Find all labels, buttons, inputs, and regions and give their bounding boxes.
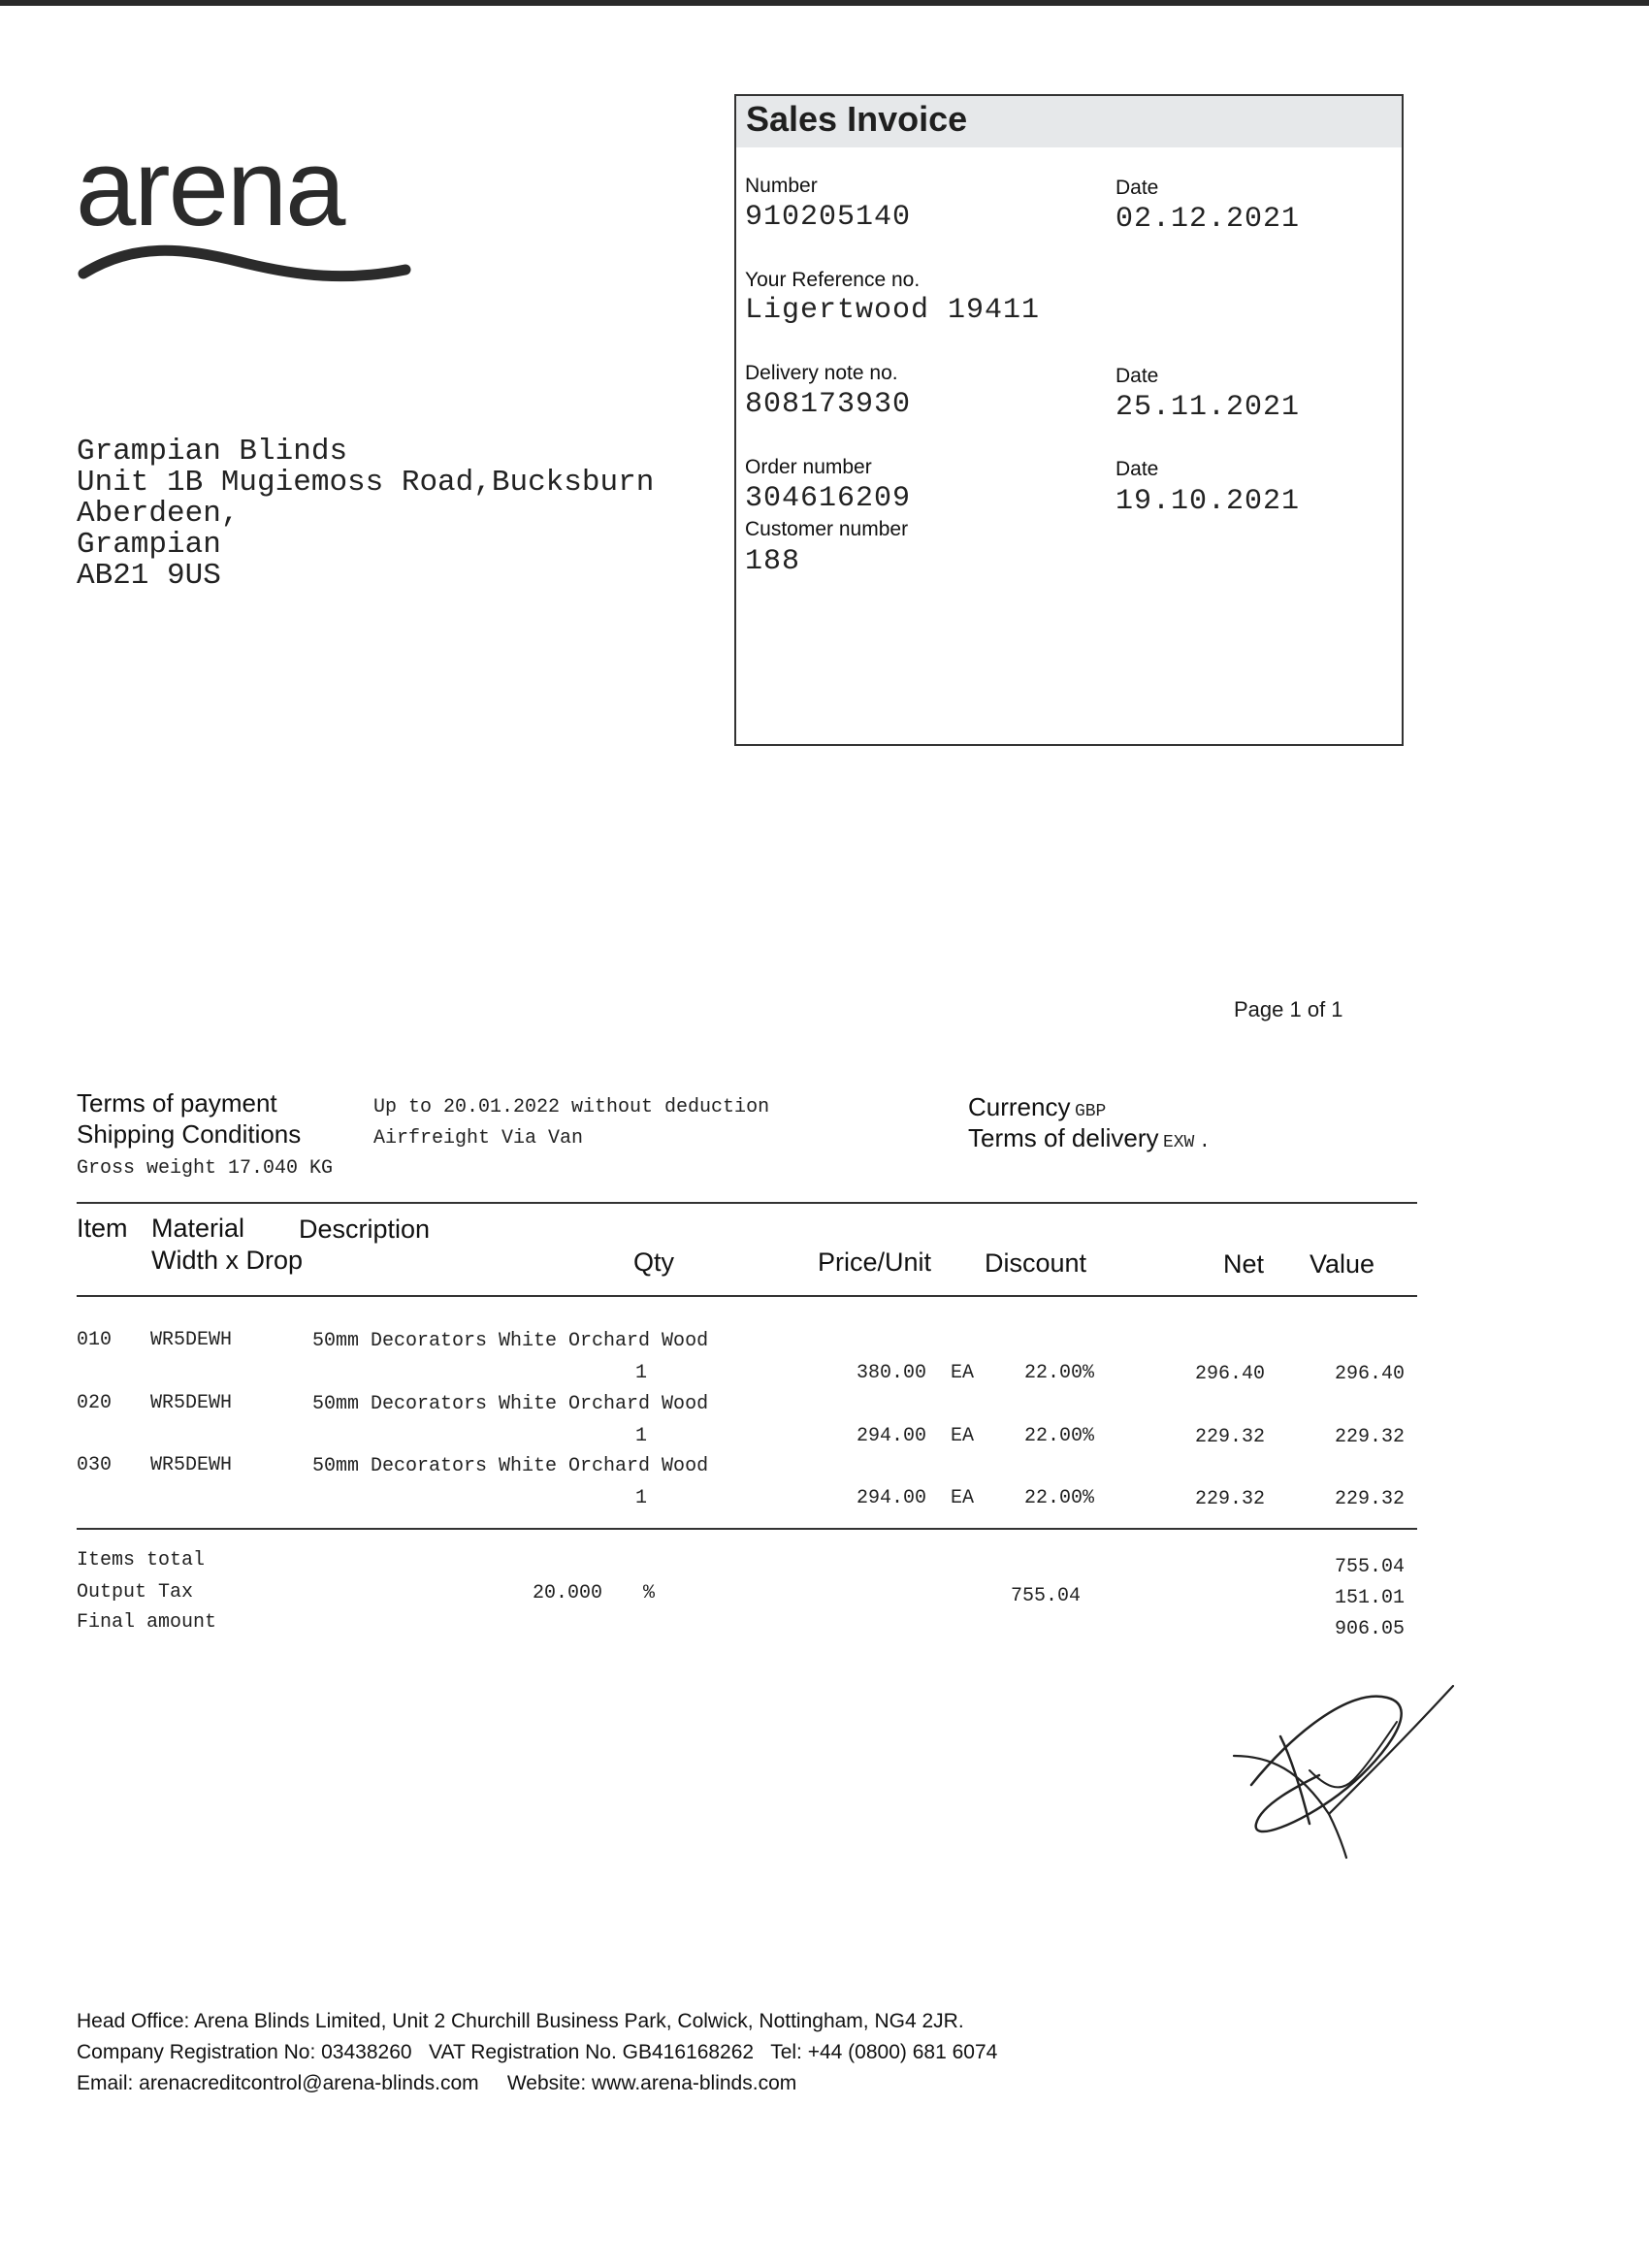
order-label: Order number: [745, 456, 872, 478]
delivery-terms-label: Terms of delivery: [968, 1123, 1159, 1152]
reference-label: Your Reference no.: [745, 269, 921, 291]
row-unit: EA: [951, 1425, 975, 1447]
invoice-title: Sales Invoice: [746, 99, 968, 139]
delivery-terms-value: EXW: [1162, 1133, 1195, 1152]
delivery-date-value: 25.11.2021: [1116, 391, 1301, 424]
row-qty: 1: [635, 1362, 648, 1384]
row-item: 030: [77, 1454, 113, 1476]
row-unit: EA: [951, 1487, 975, 1509]
footer-contact: Email: arenacreditcontrol@arena-blinds.com Website: www.arena-blinds.com: [77, 2072, 797, 2094]
row-material: WR5DEWH: [150, 1392, 233, 1414]
col-net: Net: [1223, 1249, 1265, 1279]
row-unit: EA: [951, 1362, 975, 1384]
scan-edge: [0, 0, 1649, 6]
row-net: 296.40: [1194, 1363, 1265, 1385]
row-discount: 22.00%: [1023, 1425, 1094, 1447]
row-material: WR5DEWH: [150, 1329, 233, 1351]
currency: [968, 1092, 1106, 1122]
currency-label: Currency: [968, 1092, 1071, 1121]
customer-number-label: Customer number: [745, 518, 909, 540]
svg-text:arena: arena: [76, 146, 344, 248]
customer-number-value: 188: [745, 545, 801, 578]
arena-logo: [76, 146, 415, 291]
invoice-number: 910205140: [745, 201, 912, 234]
order-date-label: Date: [1116, 458, 1159, 480]
row-material: WR5DEWH: [150, 1454, 233, 1476]
row-discount: 22.00%: [1023, 1362, 1094, 1384]
currency-value: GBP: [1074, 1102, 1107, 1121]
table-row: [0, 1454, 1649, 1512]
order-value: 304616209: [745, 482, 912, 515]
delivery-date-label: Date: [1116, 365, 1159, 387]
col-material: Material: [151, 1214, 245, 1243]
table-bottom-rule: [77, 1528, 1417, 1530]
row-value: 229.32: [1334, 1426, 1405, 1448]
row-description: 50mm Decorators White Orchard Wood: [312, 1330, 709, 1352]
payment-terms-value: Up to 20.01.2022 without deduction: [373, 1096, 770, 1118]
row-description: 50mm Decorators White Orchard Wood: [312, 1455, 709, 1477]
delivery-note-value: 808173930: [745, 388, 912, 421]
page-indicator: Page 1 of 1: [1234, 997, 1343, 1021]
row-net: 229.32: [1194, 1426, 1265, 1448]
shipping-label: Shipping Conditions: [77, 1119, 302, 1149]
tax-percent-sign: %: [643, 1582, 656, 1604]
row-value: 296.40: [1334, 1363, 1405, 1385]
row-discount: 22.00%: [1023, 1487, 1094, 1509]
table-header-rule: [77, 1295, 1417, 1297]
invoice-title-bar: [736, 96, 1402, 147]
items-total-label: Items total: [77, 1549, 206, 1571]
output-tax-value: 151.01: [1334, 1587, 1405, 1609]
output-tax-label: Output Tax: [77, 1581, 194, 1604]
col-discount: Discount: [985, 1248, 1087, 1278]
col-price-unit: Price/Unit: [818, 1247, 932, 1277]
address-line: Unit 1B Mugiemoss Road,Bucksburn: [77, 466, 655, 500]
row-item: 010: [77, 1329, 113, 1351]
row-price: 294.00: [856, 1425, 926, 1447]
row-qty: 1: [635, 1425, 648, 1447]
table-row: [0, 1329, 1649, 1387]
address-line: AB21 9US: [77, 559, 221, 593]
row-qty: 1: [635, 1487, 648, 1509]
table-top-rule: [77, 1202, 1417, 1204]
col-item: Item: [77, 1214, 128, 1243]
footer-head-office: Head Office: Arena Blinds Limited, Unit 2 Churchill Business Park, Colwick, Nottingham, NG4 2JR.: [77, 2010, 964, 2032]
table-row: [0, 1392, 1649, 1450]
customer-address: [77, 437, 654, 592]
col-width-drop: Width x Drop: [151, 1246, 304, 1275]
payment-terms-label: Terms of payment: [77, 1088, 277, 1118]
delivery-terms: [968, 1123, 1211, 1153]
row-value: 229.32: [1334, 1488, 1405, 1510]
signature: [1232, 1678, 1455, 1863]
tax-rate: 20.000: [532, 1582, 602, 1604]
final-amount-label: Final amount: [77, 1611, 217, 1634]
gross-weight: Gross weight 17.040 KG: [77, 1157, 334, 1180]
row-price: 380.00: [856, 1362, 926, 1384]
row-item: 020: [77, 1392, 113, 1414]
address-line: Aberdeen,: [77, 497, 240, 531]
col-qty: Qty: [633, 1247, 675, 1277]
order-date-value: 19.10.2021: [1116, 485, 1301, 518]
delivery-note-label: Delivery note no.: [745, 362, 898, 384]
number-label: Number: [745, 175, 818, 197]
shipping-value: Airfreight Via Van: [373, 1127, 584, 1150]
address-line: Grampian: [77, 528, 221, 562]
row-price: 294.00: [856, 1487, 926, 1509]
date-label: Date: [1116, 177, 1159, 199]
row-net: 229.32: [1194, 1488, 1265, 1510]
final-amount-value: 906.05: [1334, 1618, 1405, 1640]
row-description: 50mm Decorators White Orchard Wood: [312, 1393, 709, 1415]
col-value: Value: [1310, 1249, 1375, 1279]
reference-value: Ligertwood 19411: [745, 294, 1041, 327]
items-total-value: 755.04: [1334, 1556, 1405, 1578]
footer-registration: Company Registration No: 03438260 VAT Registration No. GB416168262 Tel: +44 (0800) 681 6074: [77, 2041, 998, 2063]
address-line: Grampian Blinds: [77, 435, 348, 469]
invoice-date: 02.12.2021: [1116, 203, 1301, 236]
tax-base: 755.04: [1010, 1585, 1081, 1607]
col-description: Description: [299, 1215, 431, 1244]
delivery-terms-suffix: .: [1198, 1131, 1211, 1153]
